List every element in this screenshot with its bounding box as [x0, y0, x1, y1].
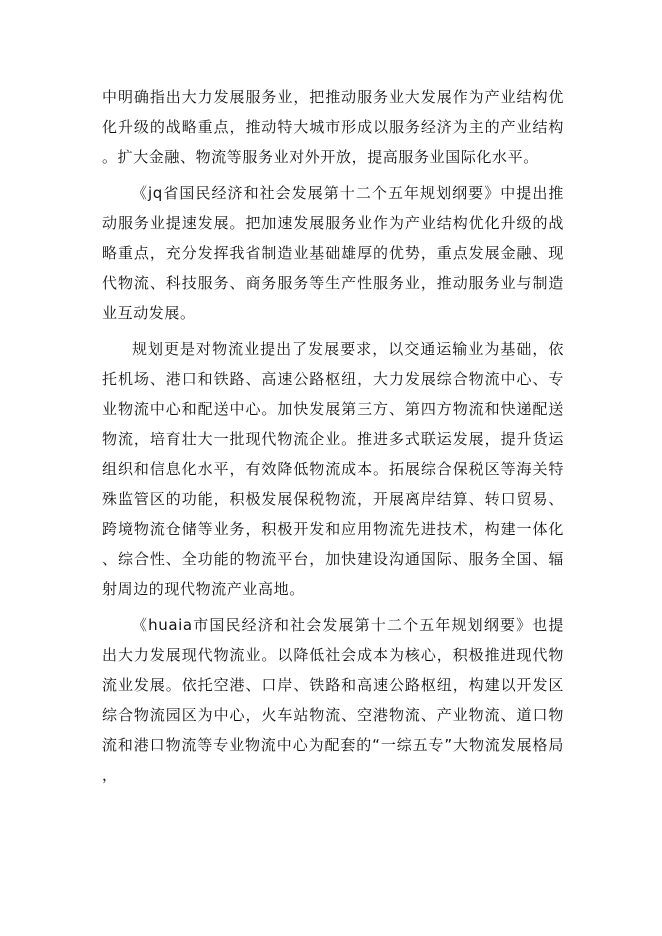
paragraph-provincial-plan: 《jq省国民经济和社会发展第十二个五年规划纲要》中提出推动服务业提速发展。把加速发展服务业作为产业结构优化升级的战略重点，充分发挥我省制造业基础雄厚的优势，重点发展金融、现代物流、科技服务、商务服务等生产性服务业，推动服务业与制造业互动发展。: [102, 184, 564, 322]
document-body: [102, 82, 564, 796]
paragraph-continuation: 中明确指出大力发展服务业，把推动服务业大发展作为产业结构优化升级的战略重点，推动特大城市形成以服务经济为主的产业结构。扩大金融、物流等服务业对外开放，提高服务业国际化水平。: [102, 88, 564, 166]
paragraph-logistics-requirements: 规划更是对物流业提出了发展要求，以交通运输业为基础，依托机场、港口和铁路、高速公路枢纽，大力发展综合物流中心、专业物流中心和配送中心。加快发展第三方、第四方物流和快递配送物流，培育壮大一批现代物流企业。推进多式联运发展，提升货运组织和信息化水平，有效降低物流成本。拓展综合保税区等海关特殊监管区的功能，积极发展保税物流，开展离岸结算、转口贸易、跨境物流仓储等业务，积极开发和应用物流先进技术，构建一体化、综合性、全功能的物流平台，加快建设沟通国际、服务全国、辐射周边的现代物流产业高地。: [102, 340, 564, 598]
paragraph-city-plan: 《huaia市国民经济和社会发展第十二个五年规划纲要》也提出大力发展现代物流业。以降低社会成本为核心，积极推进现代物流业发展。依托空港、口岸、铁路和高速公路枢纽，构建以开发区综合物流园区为中心，火车站物流、空港物流、产业物流、道口物流和港口物流等专业物流中心为配套的“一综五专”大物流发展格局，: [102, 616, 564, 784]
